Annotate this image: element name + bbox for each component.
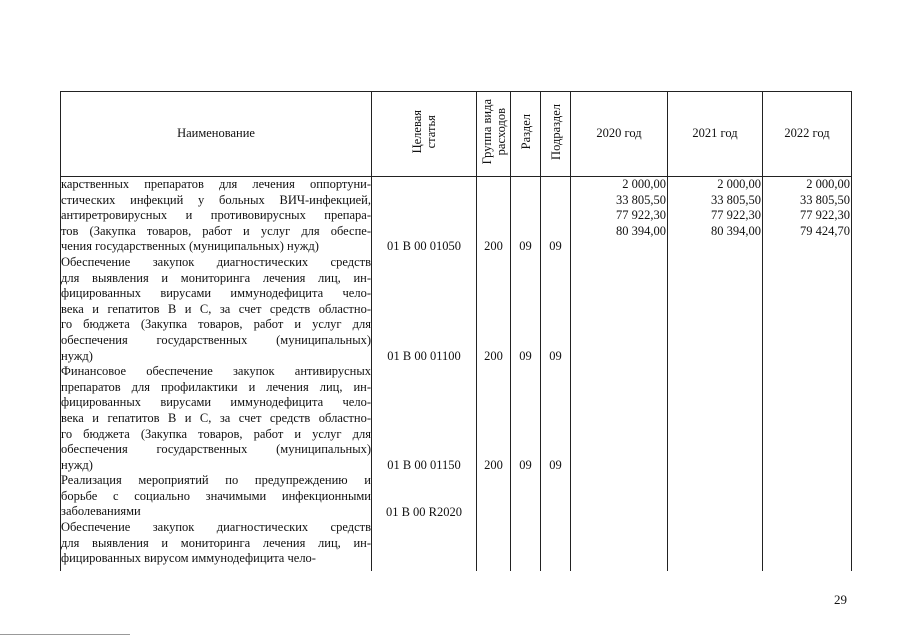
name-line: фицированных вирусом иммунодефицита чело- bbox=[61, 551, 316, 566]
cell-value: 09 bbox=[519, 457, 532, 472]
cell-value: 01 В 00 01150 bbox=[387, 457, 461, 472]
name-line: тов (Закупка товаров, работ и услуг для обеспе- bbox=[61, 223, 371, 238]
cell-value: 01 В 00 01050 bbox=[387, 239, 461, 254]
header-section: Раздел bbox=[511, 92, 541, 177]
name-line: карственных препаратов для лечения оппортуни- bbox=[61, 177, 371, 191]
cell-value: 33 805,50 bbox=[800, 192, 850, 207]
cell-value: 77 922,30 bbox=[711, 208, 761, 223]
name-line: для выявления и мониторинга лечения лиц, ин- bbox=[61, 535, 371, 550]
cell-value: 09 bbox=[519, 348, 532, 363]
name-line: Реализация мероприятий по предупреждению и bbox=[61, 473, 371, 488]
amount-2022-column bbox=[763, 177, 852, 572]
header-target: Целевая статья bbox=[372, 92, 477, 177]
cell-value: 33 805,50 bbox=[616, 192, 666, 207]
cell-value: 09 bbox=[549, 457, 562, 472]
cell-value: 200 bbox=[484, 457, 503, 472]
name-line: Обеспечение закупок диагностических средств bbox=[61, 520, 371, 535]
name-line: фицированных вирусами иммунодефицита чело- bbox=[61, 286, 371, 301]
name-line: обеспечения государственных (муниципальных) bbox=[61, 442, 371, 457]
table-body bbox=[61, 177, 852, 572]
cell-value: 200 bbox=[484, 348, 503, 363]
cell-value: 2 000,00 bbox=[806, 177, 850, 191]
name-line: для выявления и мониторинга лечения лиц, ин- bbox=[61, 270, 371, 285]
header-group: Группа вида расходов bbox=[477, 92, 511, 177]
cell-value: 01 В 00 R2020 bbox=[385, 504, 463, 519]
name-line: го бюджета (Закупка товаров, работ и услуг для bbox=[61, 426, 371, 441]
name-line: борьбе с социально значимыми инфекционными bbox=[61, 488, 371, 503]
cell-value: 77 922,30 bbox=[616, 208, 666, 223]
name-line: фицированных вирусами иммунодефицита чело- bbox=[61, 395, 371, 410]
header-2021: 2021 год bbox=[668, 92, 763, 177]
header-row bbox=[61, 92, 852, 177]
subsection-column bbox=[541, 177, 571, 572]
cell-value: 80 394,00 bbox=[711, 223, 761, 238]
table-row bbox=[61, 473, 371, 520]
code-column bbox=[372, 177, 477, 572]
name-line: антиретровирусных и противовирусных препара- bbox=[61, 208, 371, 223]
section-column bbox=[511, 177, 541, 572]
name-column bbox=[61, 177, 372, 572]
cell-value: 01 В 00 01100 bbox=[387, 348, 461, 363]
name-line: Обеспечение закупок диагностических средств bbox=[61, 254, 371, 269]
name-line: века и гепатитов В и С, за счет средств областно- bbox=[61, 301, 371, 316]
cell-value: 77 922,30 bbox=[800, 208, 850, 223]
name-line: нужд) bbox=[61, 457, 93, 472]
header-2020: 2020 год bbox=[571, 92, 668, 177]
header-subsection: Подраздел bbox=[541, 92, 571, 177]
table-row bbox=[61, 255, 371, 364]
header-2022: 2022 год bbox=[763, 92, 852, 177]
budget-table bbox=[60, 91, 852, 571]
cell-value: 33 805,50 bbox=[711, 192, 761, 207]
header-name: Наименование bbox=[61, 92, 372, 177]
table-row bbox=[61, 364, 371, 473]
cell-value: 2 000,00 bbox=[622, 177, 666, 191]
group-column bbox=[477, 177, 511, 572]
cell-value: 80 394,00 bbox=[616, 223, 666, 238]
cell-value: 09 bbox=[549, 348, 562, 363]
page-number: 29 bbox=[834, 592, 847, 607]
name-line: обеспечения государственных (муниципальных) bbox=[61, 332, 371, 347]
cell-value: 09 bbox=[519, 239, 532, 254]
name-line: го бюджета (Закупка товаров, работ и услуг для bbox=[61, 317, 371, 332]
name-line: Финансовое обеспечение закупок антивирусных bbox=[61, 364, 371, 379]
footer-divider bbox=[0, 634, 130, 635]
name-line: заболеваниями bbox=[61, 504, 141, 519]
cell-value: 2 000,00 bbox=[717, 177, 761, 191]
name-line: стических инфекций у больных ВИЧ-инфекцией, bbox=[61, 192, 371, 207]
cell-value: 79 424,70 bbox=[800, 223, 850, 238]
cell-value: 09 bbox=[549, 239, 562, 254]
amount-2020-column bbox=[571, 177, 668, 572]
cell-value: 200 bbox=[484, 239, 503, 254]
amount-2021-column bbox=[668, 177, 763, 572]
table-row bbox=[61, 520, 371, 567]
name-line: нужд) bbox=[61, 348, 93, 363]
name-line: века и гепатитов В и С, за счет средств областно- bbox=[61, 410, 371, 425]
table-row bbox=[61, 177, 371, 255]
name-line: чения государственных (муниципальных) нужд) bbox=[61, 239, 319, 254]
name-line: препаратов для профилактики и лечения лиц, ин- bbox=[61, 379, 371, 394]
